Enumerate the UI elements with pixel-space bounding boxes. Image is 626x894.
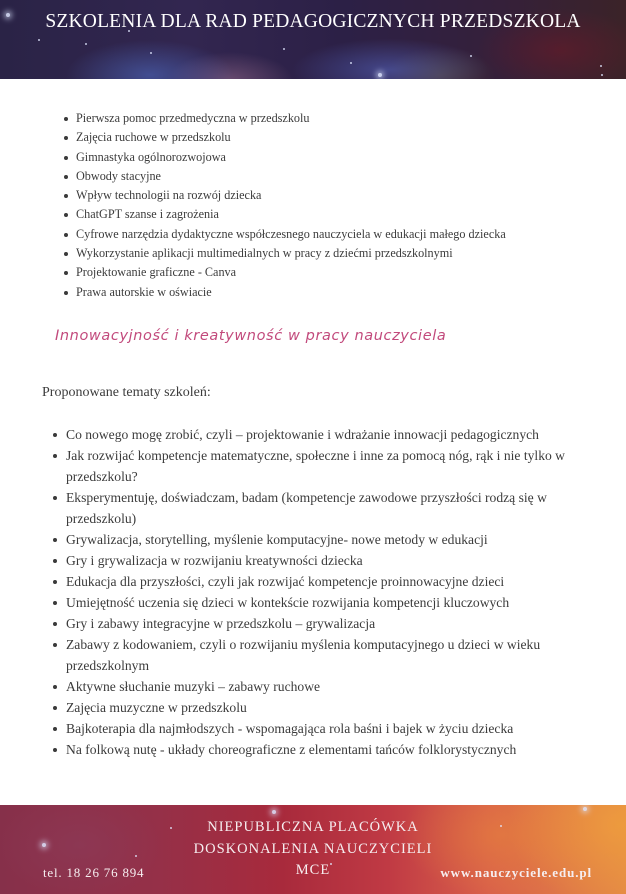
list-item bbox=[76, 205, 596, 224]
star-decoration bbox=[378, 73, 382, 77]
website-link[interactable]: www.nauczyciele.edu.pl bbox=[440, 865, 592, 880]
list-item-text: Umiejętność uczenia się dzieci w kontekście rozwijania kompetencji kluczowych bbox=[66, 595, 510, 610]
bullet-icon bbox=[53, 748, 57, 752]
page-title: SZKOLENIA DLA RAD PEDAGOGICZNYCH PRZEDSZKOLA bbox=[45, 11, 581, 32]
list-item-text: Obwody stacyjne bbox=[76, 168, 161, 183]
list-item-text: Gimnastyka ogólnorozwojowa bbox=[76, 149, 226, 164]
list-item-text: Jak rozwijać kompetencje matematyczne, społeczne i inne za pomocą nóg, rąk i nie tylko w przedszkolu? bbox=[66, 448, 565, 484]
star-decoration bbox=[601, 74, 603, 76]
bullet-icon bbox=[64, 136, 68, 140]
bullet-icon bbox=[53, 727, 57, 731]
bullet-icon bbox=[53, 622, 57, 626]
phone-number: tel. 18 26 76 894 bbox=[43, 865, 145, 880]
star-decoration bbox=[272, 810, 276, 814]
bullet-icon bbox=[64, 117, 68, 121]
bullet-icon bbox=[64, 156, 68, 160]
list-item bbox=[66, 529, 586, 550]
list-item bbox=[66, 718, 586, 739]
list-item-text: Pierwsza pomoc przedmedyczna w przedszkolu bbox=[76, 111, 310, 125]
list-item bbox=[66, 550, 586, 571]
list-item-text: Gry i grywalizacja w rozwijaniu kreatywności dziecka bbox=[66, 553, 363, 568]
bullet-icon bbox=[53, 685, 57, 689]
list-item bbox=[66, 571, 586, 592]
list-item-text: Bajkoterapia dla najmłodszych - wspomagająca rola baśni i bajek w życiu dziecka bbox=[66, 721, 514, 736]
bullet-icon bbox=[53, 706, 57, 710]
list-item-text: Co nowego mogę zrobić, czyli – projektowanie i wdrażanie innowacji pedagogicznych bbox=[66, 427, 539, 442]
list-item-text: ChatGPT szanse i zagrożenia bbox=[76, 207, 219, 222]
list-item bbox=[76, 244, 596, 263]
list-item-text: Projektowanie graficzne - Canva bbox=[76, 265, 237, 280]
list-item bbox=[76, 283, 596, 302]
bullet-icon bbox=[64, 175, 68, 179]
list-item bbox=[76, 128, 596, 147]
list-item bbox=[66, 739, 586, 760]
list-item-text: Zajęcia ruchowe w przedszkolu bbox=[76, 130, 231, 145]
training-list-innovation bbox=[66, 424, 586, 760]
list-item bbox=[66, 445, 586, 487]
bullet-icon bbox=[64, 213, 68, 217]
list-item bbox=[66, 487, 586, 529]
training-list-general bbox=[76, 109, 596, 302]
list-item bbox=[66, 613, 586, 634]
section-intro: Proponowane tematy szkoleń: bbox=[42, 385, 211, 400]
bullet-icon bbox=[53, 580, 57, 584]
bullet-icon bbox=[64, 271, 68, 275]
star-decoration bbox=[283, 48, 285, 50]
list-item-text: Wykorzystanie aplikacji multimedialnych w pracy z dziećmi przedszkolnymi bbox=[76, 246, 453, 261]
star-decoration bbox=[38, 39, 40, 41]
header-banner bbox=[0, 0, 626, 79]
section-heading: Innowacyjność i kreatywność w pracy nauczyciela bbox=[55, 328, 447, 344]
star-decoration bbox=[470, 55, 472, 57]
list-item bbox=[76, 186, 596, 205]
list-item bbox=[66, 592, 586, 613]
org-line-2: DOSKONALENIA NAUCZYCIELI bbox=[193, 840, 433, 857]
bullet-icon bbox=[64, 194, 68, 198]
footer-banner bbox=[0, 805, 626, 894]
bullet-icon bbox=[64, 252, 68, 256]
bullet-icon bbox=[64, 233, 68, 237]
list-item bbox=[66, 697, 586, 718]
list-item-text: Zajęcia muzyczne w przedszkolu bbox=[66, 700, 247, 715]
list-item-text: Na folkową nutę - układy choreograficzne z elementami tańców folklorystycznych bbox=[66, 742, 517, 757]
list-item-text: Zabawy z kodowaniem, czyli o rozwijaniu myślenia komputacyjnego u dzieci w wieku przedszkolnym bbox=[66, 637, 541, 673]
list-item bbox=[66, 676, 586, 697]
star-decoration bbox=[583, 807, 587, 811]
star-decoration bbox=[150, 52, 152, 54]
list-item-text: Eksperymentuję, doświadczam, badam (kompetencje zawodowe przyszłości rodzą się w przedszkolu) bbox=[66, 490, 547, 526]
bullet-icon bbox=[53, 454, 57, 458]
bullet-icon bbox=[53, 601, 57, 605]
list-item-text: Grywalizacja, storytelling, myślenie komputacyjne- nowe metody w edukacji bbox=[66, 532, 488, 547]
list-item-text: Aktywne słuchanie muzyki – zabawy ruchowe bbox=[66, 679, 321, 694]
list-item bbox=[76, 148, 596, 167]
list-item bbox=[76, 225, 596, 244]
bullet-icon bbox=[53, 433, 57, 437]
bullet-icon bbox=[53, 538, 57, 542]
list-item-text: Cyfrowe narzędzia dydaktyczne współczesnego nauczyciela w edukacji małego dziecka bbox=[76, 226, 506, 241]
bullet-icon bbox=[53, 496, 57, 500]
list-item bbox=[76, 167, 596, 186]
list-item bbox=[76, 109, 596, 128]
org-line-1: NIEPUBLICZNA PLACÓWKA bbox=[207, 819, 419, 835]
list-item bbox=[66, 634, 586, 676]
list-item-text: Prawa autorskie w oświacie bbox=[76, 284, 212, 299]
bullet-icon bbox=[53, 643, 57, 647]
star-decoration bbox=[350, 62, 352, 64]
org-line-3: MCE bbox=[295, 862, 331, 878]
star-decoration bbox=[600, 65, 602, 67]
list-item-text: Edukacja dla przyszłości, czyli jak rozwijać kompetencje proinnowacyjne dzieci bbox=[66, 574, 505, 589]
list-item bbox=[76, 263, 596, 282]
list-item-text: Wpływ technologii na rozwój dziecka bbox=[76, 188, 262, 203]
star-decoration bbox=[85, 43, 87, 45]
bullet-icon bbox=[64, 291, 68, 295]
list-item bbox=[66, 424, 586, 445]
list-item-text: Gry i zabawy integracyjne w przedszkolu – grywalizacja bbox=[66, 616, 376, 631]
bullet-icon bbox=[53, 559, 57, 563]
